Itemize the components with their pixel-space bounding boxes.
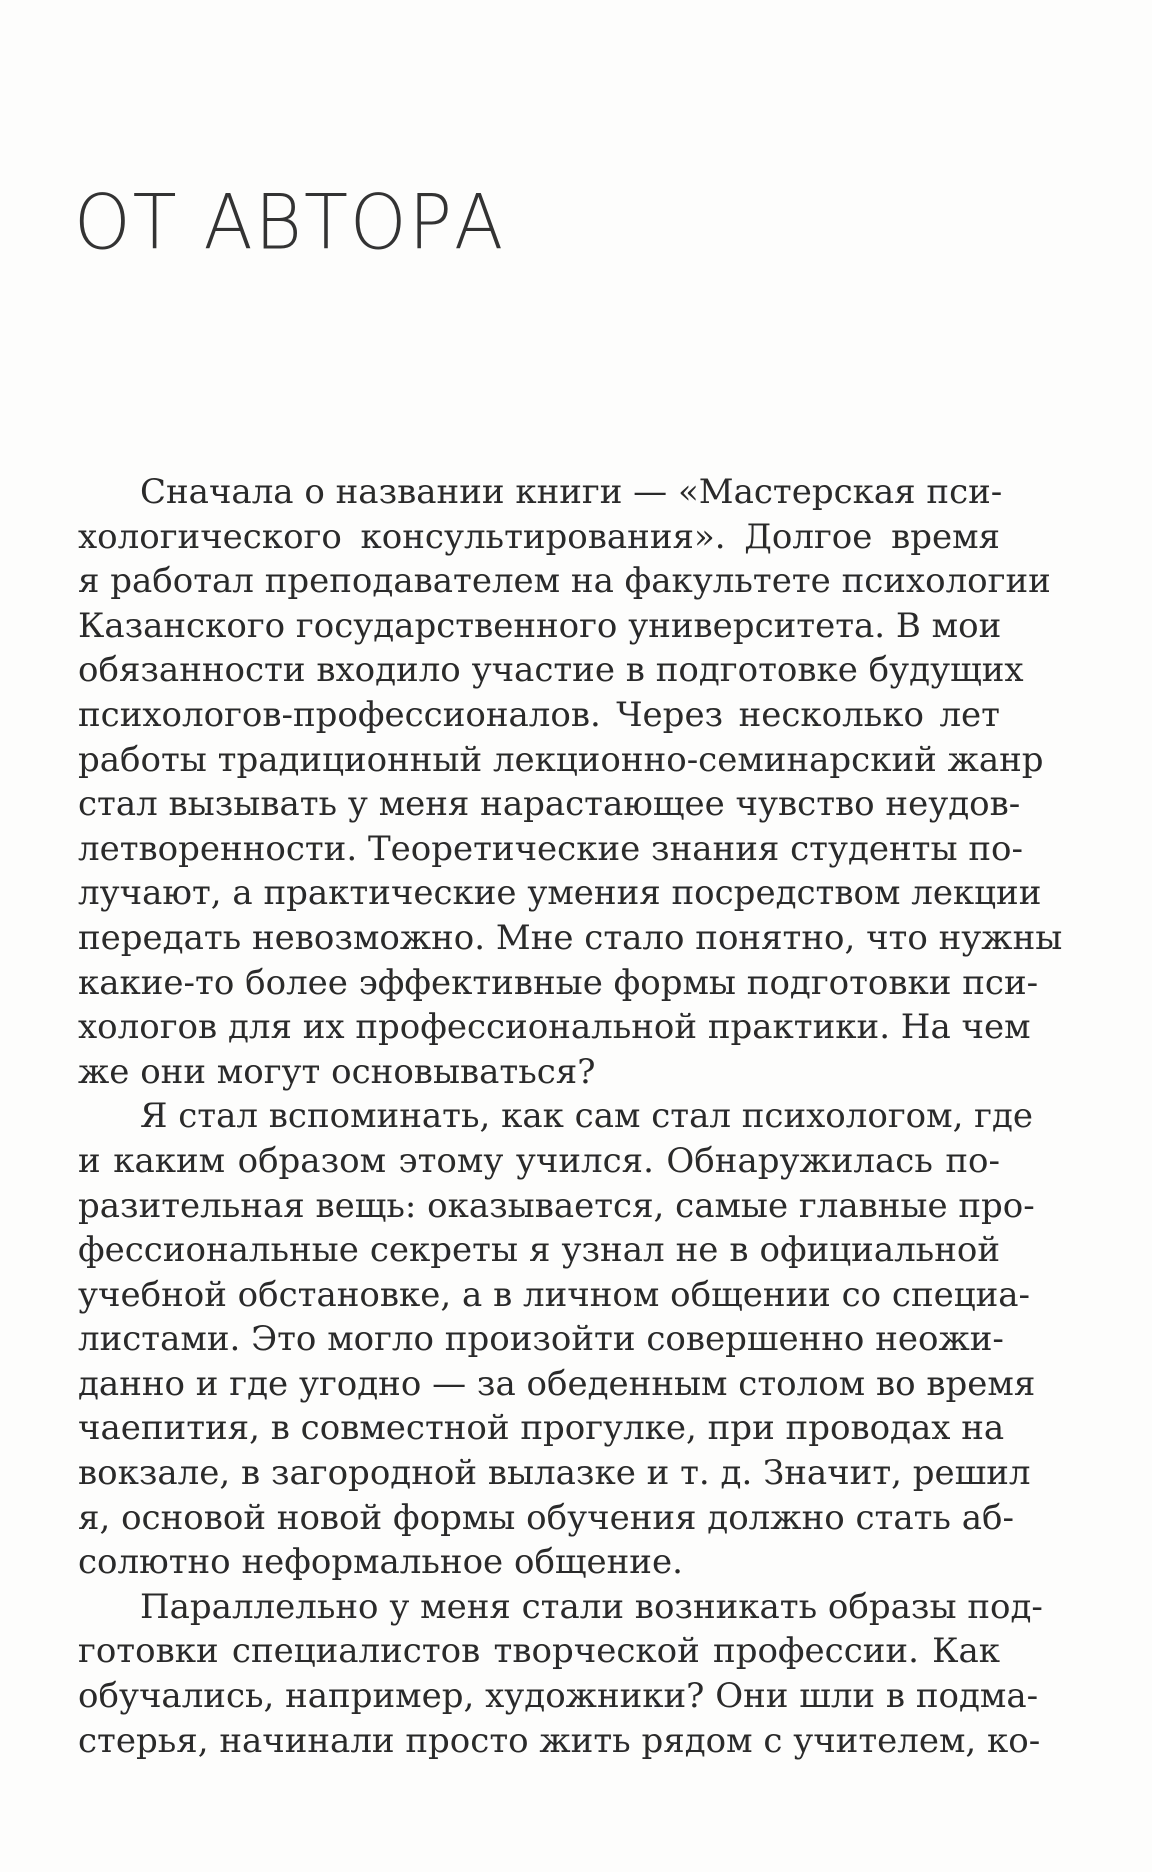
text-line: я работал преподавателем на факультете психологии	[78, 561, 1051, 602]
chapter-title: ОТ АВТОРА	[74, 178, 506, 267]
text-line: фессиональные секреты я узнал не в официальной	[78, 1230, 1000, 1271]
text-line: передать невозможно. Мне стало понятно, что нужны	[78, 917, 1063, 958]
text-line: солютно неформальное общение.	[78, 1542, 683, 1583]
text-line: работы традиционный лекционно-семинарский жанр	[78, 739, 1044, 780]
text-line: Я стал вспоминать, как сам стал психологом, где	[140, 1096, 1034, 1137]
text-line: стерья, начинали просто жить рядом с учителем, ко-	[78, 1720, 1041, 1761]
text-line: же они могут основываться?	[78, 1051, 596, 1092]
text-line: стал вызывать у меня нарастающее чувство неудов-	[78, 784, 1021, 825]
text-line: обязанности входило участие в подготовке будущих	[78, 650, 1024, 691]
text-line: готовки специалистов творческой профессии. Как	[78, 1631, 1000, 1672]
text-line: и каким образом этому учился. Обнаружилась по-	[78, 1140, 1000, 1181]
text-line: Параллельно у меня стали возникать образы под-	[140, 1586, 1043, 1627]
text-line: психологов-профессионалов. Через несколько лет	[78, 694, 1000, 735]
text-line: обучались, например, художники? Они шли в подма-	[78, 1676, 1039, 1717]
text-line: хологического консультирования». Долгое время	[78, 516, 1000, 557]
text-line: Сначала о названии книги — «Мастерская пси-	[140, 472, 1003, 512]
paragraph	[78, 470, 1063, 1094]
text-line: листами. Это могло произойти совершенно неожи-	[78, 1319, 1004, 1360]
text-line: разительная вещь: оказывается, самые главные про-	[78, 1185, 1035, 1226]
text-line: чаепития, в совместной прогулке, при проводах на	[78, 1408, 1005, 1449]
paragraph	[78, 1585, 1043, 1763]
text-line: какие-то более эффективные формы подготовки пси-	[78, 962, 1039, 1003]
text-line: учебной обстановке, а в личном общении со специа-	[78, 1274, 1031, 1315]
text-line: я, основой новой формы обучения должно стать аб-	[78, 1497, 1014, 1538]
text-line: хологов для их профессиональной практики. На чем	[78, 1007, 1031, 1048]
text-line: лучают, а практические умения посредством лекции	[78, 873, 1042, 914]
text-line: Казанского государственного университета. В мои	[78, 605, 1002, 646]
text-line: летворенности. Теоретические знания студенты по-	[78, 828, 1023, 869]
text-line: данно и где угодно — за обеденным столом во время	[78, 1363, 1036, 1404]
text-line: вокзале, в загородной вылазке и т. д. Значит, решил	[78, 1453, 1031, 1494]
paragraph	[78, 1094, 1036, 1585]
body-text	[78, 470, 1063, 1763]
